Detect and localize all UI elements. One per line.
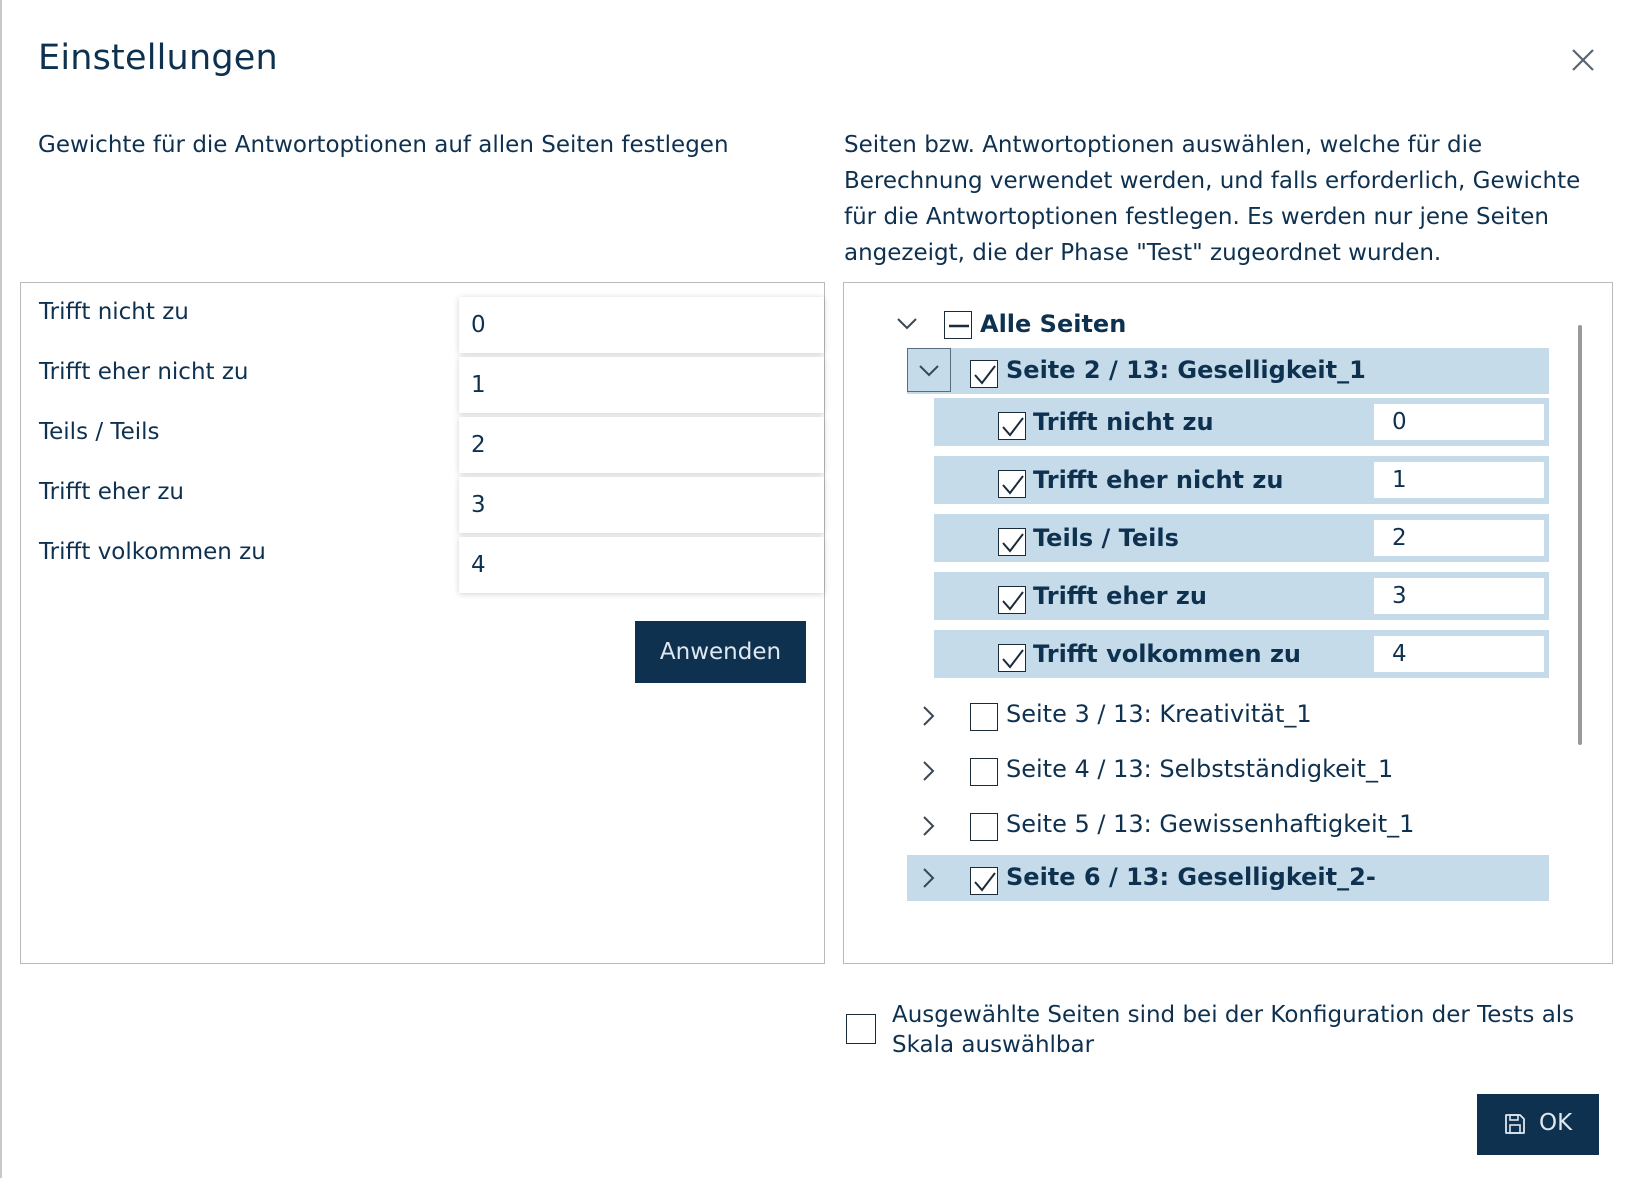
option-label: Trifft eher nicht zu: [1033, 466, 1284, 494]
tree-root: [844, 301, 1584, 347]
weight-row: [39, 283, 809, 339]
root-checkbox[interactable]: [944, 311, 972, 339]
weight-label: Trifft eher nicht zu: [39, 359, 249, 385]
option-label: Trifft nicht zu: [1033, 408, 1214, 436]
tree-page-item: [907, 693, 1549, 739]
weight-label: Teils / Teils: [39, 419, 160, 445]
tree-option-item: [934, 398, 1549, 446]
weight-label: Trifft volkommen zu: [39, 539, 266, 565]
tree-option-item: [934, 572, 1549, 620]
option-weight-input[interactable]: [1374, 520, 1544, 556]
right-description: Seiten bzw. Antwortoptionen auswählen, welche für die Berechnung verwendet werden, und falls erforderlich, Gewichte für die Antwortoptionen festlegen. Es werden nur jene Seiten angezeigt, die der Phase "Test" zugeordnet wurden.: [844, 132, 1581, 266]
apply-button[interactable]: Anwenden: [635, 621, 806, 683]
tree-page-item: [907, 855, 1549, 901]
option-label: Teils / Teils: [1033, 524, 1179, 552]
weight-row: [39, 463, 809, 519]
page-checkbox[interactable]: [970, 867, 998, 895]
dialog-title: Einstellungen: [38, 38, 278, 78]
weight-row: [39, 523, 809, 579]
tree-option-item: [934, 514, 1549, 562]
page-checkbox[interactable]: [970, 360, 998, 388]
option-checkbox[interactable]: [998, 528, 1026, 556]
ok-label: OK: [1539, 1110, 1573, 1136]
page-checkbox[interactable]: [970, 813, 998, 841]
left-description: Gewichte für die Antwortoptionen auf allen Seiten festlegen: [38, 132, 729, 158]
weight-row: [39, 403, 809, 459]
option-checkbox[interactable]: [998, 644, 1026, 672]
ok-button[interactable]: [1477, 1094, 1599, 1155]
page-checkbox[interactable]: [970, 703, 998, 731]
weight-input[interactable]: [459, 537, 824, 593]
chevron-down-icon[interactable]: [907, 348, 951, 392]
chevron-right-icon[interactable]: [914, 811, 944, 841]
chevron-right-icon[interactable]: [914, 863, 944, 893]
chevron-right-icon[interactable]: [914, 701, 944, 731]
chevron-down-icon[interactable]: [892, 309, 922, 339]
page-label: Seite 4 / 13: Selbstständigkeit_1: [1006, 755, 1394, 783]
option-weight-input[interactable]: [1374, 636, 1544, 672]
page-label: Seite 6 / 13: Geselligkeit_2-: [1006, 863, 1376, 891]
option-checkbox[interactable]: [998, 470, 1026, 498]
option-checkbox[interactable]: [998, 586, 1026, 614]
weight-label: Trifft nicht zu: [39, 299, 189, 325]
page-label: Seite 3 / 13: Kreativität_1: [1006, 700, 1312, 728]
page-label: Seite 5 / 13: Gewissenhaftigkeit_1: [1006, 810, 1415, 838]
root-label: Alle Seiten: [980, 310, 1127, 338]
window-edge: [0, 0, 2, 1178]
option-weight-input[interactable]: [1374, 404, 1544, 440]
weight-label: Trifft eher zu: [39, 479, 184, 505]
tree-page-item: [907, 803, 1549, 849]
chevron-right-icon[interactable]: [914, 756, 944, 786]
option-weight-input[interactable]: [1374, 462, 1544, 498]
save-icon: [1503, 1112, 1527, 1136]
tree-option-item: [934, 456, 1549, 504]
tree-scrollbar[interactable]: [1578, 325, 1582, 745]
tree-option-item: [934, 630, 1549, 678]
page-label: Seite 2 / 13: Geselligkeit_1: [1006, 356, 1366, 384]
weight-row: [39, 343, 809, 399]
option-weight-input[interactable]: [1374, 578, 1544, 614]
close-icon[interactable]: [1568, 45, 1598, 75]
page-checkbox[interactable]: [970, 758, 998, 786]
tree-page-item: [907, 348, 1549, 394]
option-label: Trifft volkommen zu: [1033, 640, 1302, 668]
pages-tree: [844, 283, 1612, 963]
scale-checkbox-label: Ausgewählte Seiten sind bei der Konfiguration der Tests als Skala auswählbar: [892, 1002, 1575, 1058]
weights-panel: [20, 282, 825, 964]
option-label: Trifft eher zu: [1033, 582, 1207, 610]
scale-checkbox[interactable]: [846, 1014, 876, 1044]
option-checkbox[interactable]: [998, 412, 1026, 440]
tree-page-item: [907, 748, 1549, 794]
pages-tree-panel: [843, 282, 1613, 964]
